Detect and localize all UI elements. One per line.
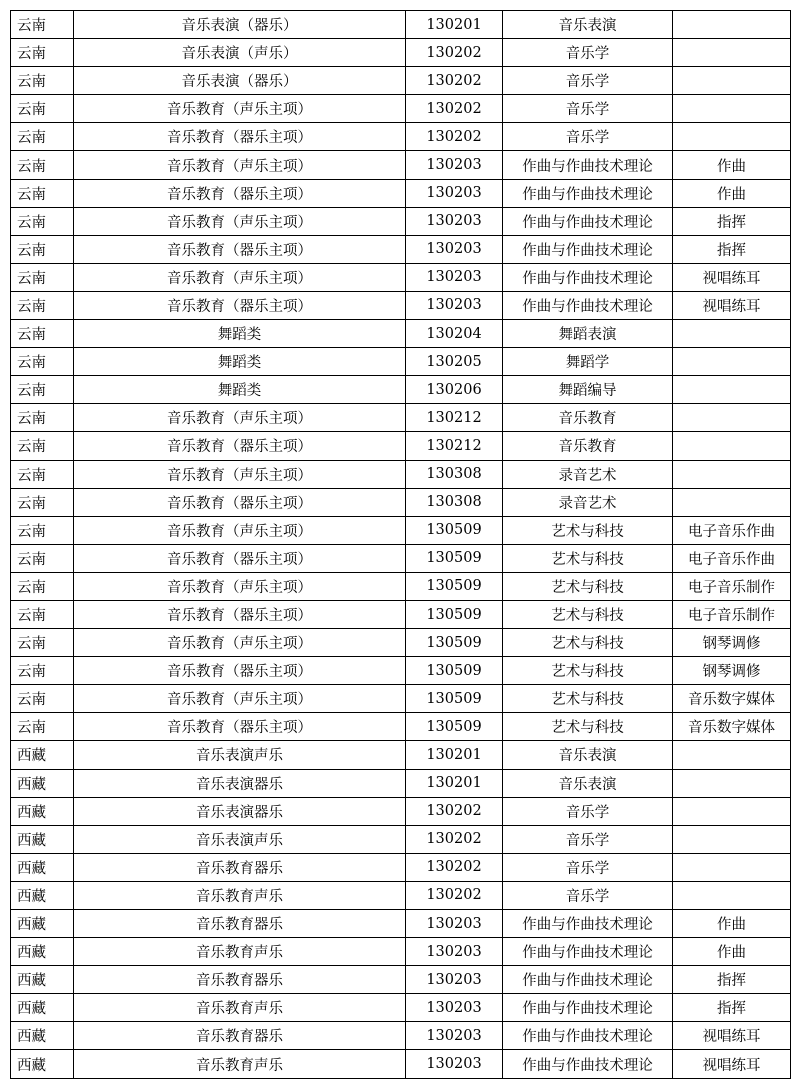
table-row <box>11 123 791 151</box>
province-cell: 云南 <box>11 432 74 460</box>
major-code-cell: 130204 <box>406 320 503 348</box>
exam-category-cell: 音乐教育声乐 <box>74 994 406 1022</box>
major-name-cell: 作曲与作曲技术理论 <box>503 291 673 319</box>
province-cell: 西藏 <box>11 1022 74 1050</box>
major-code-cell: 130201 <box>406 11 503 39</box>
exam-category-cell: 音乐教育（器乐主项） <box>74 713 406 741</box>
province-cell: 云南 <box>11 488 74 516</box>
major-code-cell: 130509 <box>406 629 503 657</box>
province-cell: 西藏 <box>11 938 74 966</box>
direction-cell: 作曲 <box>673 179 791 207</box>
direction-cell <box>673 488 791 516</box>
province-cell: 西藏 <box>11 910 74 938</box>
direction-cell <box>673 320 791 348</box>
major-code-cell: 130202 <box>406 95 503 123</box>
table-row <box>11 348 791 376</box>
exam-category-cell: 音乐教育器乐 <box>74 853 406 881</box>
exam-category-cell: 音乐教育器乐 <box>74 1022 406 1050</box>
major-name-cell: 音乐学 <box>503 95 673 123</box>
major-name-cell: 作曲与作曲技术理论 <box>503 910 673 938</box>
major-name-cell: 音乐学 <box>503 797 673 825</box>
major-code-cell: 130509 <box>406 516 503 544</box>
direction-cell <box>673 39 791 67</box>
exam-category-cell: 音乐教育器乐 <box>74 966 406 994</box>
direction-cell <box>673 11 791 39</box>
table-row <box>11 713 791 741</box>
major-name-cell: 舞蹈表演 <box>503 320 673 348</box>
exam-category-cell: 音乐教育声乐 <box>74 938 406 966</box>
exam-category-cell: 音乐教育（声乐主项） <box>74 151 406 179</box>
major-code-cell: 130202 <box>406 67 503 95</box>
major-code-cell: 130509 <box>406 544 503 572</box>
direction-cell <box>673 825 791 853</box>
exam-category-cell: 音乐教育（声乐主项） <box>74 629 406 657</box>
major-name-cell: 录音艺术 <box>503 460 673 488</box>
major-name-cell: 音乐学 <box>503 39 673 67</box>
major-code-cell: 130509 <box>406 657 503 685</box>
major-name-cell: 艺术与科技 <box>503 600 673 628</box>
major-name-cell: 录音艺术 <box>503 488 673 516</box>
direction-cell: 电子音乐制作 <box>673 600 791 628</box>
major-name-cell: 艺术与科技 <box>503 657 673 685</box>
major-name-cell: 音乐学 <box>503 881 673 909</box>
direction-cell: 电子音乐作曲 <box>673 544 791 572</box>
major-code-cell: 130509 <box>406 600 503 628</box>
exam-category-cell: 舞蹈类 <box>74 376 406 404</box>
province-cell: 云南 <box>11 348 74 376</box>
major-name-cell: 音乐学 <box>503 123 673 151</box>
direction-cell <box>673 741 791 769</box>
major-name-cell: 作曲与作曲技术理论 <box>503 966 673 994</box>
major-code-cell: 130202 <box>406 39 503 67</box>
table-row <box>11 881 791 909</box>
major-name-cell: 作曲与作曲技术理论 <box>503 235 673 263</box>
exam-category-cell: 音乐教育（器乐主项） <box>74 544 406 572</box>
major-code-cell: 130202 <box>406 825 503 853</box>
province-cell: 云南 <box>11 179 74 207</box>
exam-category-cell: 音乐教育（声乐主项） <box>74 95 406 123</box>
direction-cell: 视唱练耳 <box>673 1050 791 1078</box>
direction-cell <box>673 348 791 376</box>
major-name-cell: 作曲与作曲技术理论 <box>503 938 673 966</box>
province-cell: 云南 <box>11 151 74 179</box>
major-code-cell: 130203 <box>406 994 503 1022</box>
table-row <box>11 291 791 319</box>
major-code-cell: 130203 <box>406 966 503 994</box>
direction-cell: 指挥 <box>673 994 791 1022</box>
table-row <box>11 432 791 460</box>
exam-category-cell: 音乐教育（器乐主项） <box>74 123 406 151</box>
major-name-cell: 艺术与科技 <box>503 572 673 600</box>
province-cell: 西藏 <box>11 825 74 853</box>
exam-category-cell: 音乐教育器乐 <box>74 910 406 938</box>
table-row <box>11 1050 791 1078</box>
major-name-cell: 艺术与科技 <box>503 544 673 572</box>
direction-cell: 指挥 <box>673 207 791 235</box>
direction-cell: 作曲 <box>673 938 791 966</box>
exam-category-cell: 舞蹈类 <box>74 348 406 376</box>
table-row <box>11 994 791 1022</box>
province-cell: 西藏 <box>11 853 74 881</box>
major-code-cell: 130212 <box>406 432 503 460</box>
exam-category-cell: 音乐教育（声乐主项） <box>74 460 406 488</box>
major-code-cell: 130202 <box>406 797 503 825</box>
exam-category-cell: 音乐教育（声乐主项） <box>74 404 406 432</box>
major-code-cell: 130203 <box>406 151 503 179</box>
province-cell: 云南 <box>11 376 74 404</box>
direction-cell <box>673 376 791 404</box>
exam-category-cell: 音乐教育声乐 <box>74 881 406 909</box>
major-name-cell: 音乐表演 <box>503 741 673 769</box>
major-code-cell: 130203 <box>406 291 503 319</box>
table-row <box>11 516 791 544</box>
province-cell: 云南 <box>11 544 74 572</box>
direction-cell <box>673 881 791 909</box>
major-code-cell: 130201 <box>406 769 503 797</box>
major-code-cell: 130509 <box>406 713 503 741</box>
table-row <box>11 685 791 713</box>
exam-category-cell: 音乐表演（器乐） <box>74 67 406 95</box>
province-cell: 云南 <box>11 207 74 235</box>
table-row <box>11 629 791 657</box>
table-row <box>11 488 791 516</box>
major-name-cell: 舞蹈编导 <box>503 376 673 404</box>
province-cell: 云南 <box>11 263 74 291</box>
province-cell: 云南 <box>11 572 74 600</box>
table-row <box>11 179 791 207</box>
province-cell: 云南 <box>11 516 74 544</box>
table-row <box>11 600 791 628</box>
major-name-cell: 作曲与作曲技术理论 <box>503 263 673 291</box>
major-name-cell: 作曲与作曲技术理论 <box>503 1022 673 1050</box>
major-code-cell: 130509 <box>406 685 503 713</box>
direction-cell <box>673 853 791 881</box>
province-cell: 云南 <box>11 600 74 628</box>
major-code-cell: 130202 <box>406 853 503 881</box>
major-name-cell: 作曲与作曲技术理论 <box>503 151 673 179</box>
table-row <box>11 797 791 825</box>
major-code-cell: 130203 <box>406 1022 503 1050</box>
table-row <box>11 966 791 994</box>
exam-category-cell: 舞蹈类 <box>74 320 406 348</box>
direction-cell: 作曲 <box>673 910 791 938</box>
table-row <box>11 910 791 938</box>
table-row <box>11 207 791 235</box>
major-name-cell: 艺术与科技 <box>503 713 673 741</box>
major-name-cell: 音乐学 <box>503 825 673 853</box>
admission-table <box>10 10 791 1079</box>
exam-category-cell: 音乐表演器乐 <box>74 797 406 825</box>
direction-cell <box>673 769 791 797</box>
table-row <box>11 825 791 853</box>
table-row <box>11 657 791 685</box>
direction-cell: 指挥 <box>673 235 791 263</box>
major-name-cell: 舞蹈学 <box>503 348 673 376</box>
table-row <box>11 404 791 432</box>
exam-category-cell: 音乐表演（器乐） <box>74 11 406 39</box>
province-cell: 西藏 <box>11 741 74 769</box>
province-cell: 西藏 <box>11 797 74 825</box>
direction-cell <box>673 404 791 432</box>
major-code-cell: 130205 <box>406 348 503 376</box>
direction-cell <box>673 460 791 488</box>
exam-category-cell: 音乐教育（器乐主项） <box>74 600 406 628</box>
major-code-cell: 130203 <box>406 263 503 291</box>
province-cell: 云南 <box>11 11 74 39</box>
major-name-cell: 艺术与科技 <box>503 516 673 544</box>
table-row <box>11 39 791 67</box>
major-name-cell: 艺术与科技 <box>503 629 673 657</box>
province-cell: 云南 <box>11 235 74 263</box>
direction-cell <box>673 123 791 151</box>
table-row <box>11 1022 791 1050</box>
table-row <box>11 938 791 966</box>
exam-category-cell: 音乐教育（声乐主项） <box>74 263 406 291</box>
major-name-cell: 音乐表演 <box>503 769 673 797</box>
major-name-cell: 音乐表演 <box>503 11 673 39</box>
major-code-cell: 130509 <box>406 572 503 600</box>
table-row <box>11 235 791 263</box>
direction-cell <box>673 432 791 460</box>
major-code-cell: 130206 <box>406 376 503 404</box>
table-row <box>11 263 791 291</box>
province-cell: 云南 <box>11 657 74 685</box>
province-cell: 云南 <box>11 685 74 713</box>
major-code-cell: 130203 <box>406 179 503 207</box>
table-row <box>11 376 791 404</box>
exam-category-cell: 音乐教育（器乐主项） <box>74 291 406 319</box>
table-row <box>11 320 791 348</box>
province-cell: 云南 <box>11 95 74 123</box>
table-row <box>11 572 791 600</box>
exam-category-cell: 音乐表演声乐 <box>74 741 406 769</box>
direction-cell: 音乐数字媒体 <box>673 713 791 741</box>
exam-category-cell: 音乐教育（器乐主项） <box>74 488 406 516</box>
exam-category-cell: 音乐教育声乐 <box>74 1050 406 1078</box>
major-name-cell: 作曲与作曲技术理论 <box>503 994 673 1022</box>
direction-cell: 作曲 <box>673 151 791 179</box>
exam-category-cell: 音乐教育（声乐主项） <box>74 207 406 235</box>
direction-cell: 电子音乐制作 <box>673 572 791 600</box>
direction-cell <box>673 67 791 95</box>
table-row <box>11 741 791 769</box>
direction-cell: 指挥 <box>673 966 791 994</box>
major-code-cell: 130203 <box>406 910 503 938</box>
table-row <box>11 11 791 39</box>
province-cell: 云南 <box>11 291 74 319</box>
direction-cell: 视唱练耳 <box>673 1022 791 1050</box>
direction-cell: 钢琴调修 <box>673 629 791 657</box>
major-code-cell: 130203 <box>406 1050 503 1078</box>
province-cell: 西藏 <box>11 994 74 1022</box>
direction-cell: 钢琴调修 <box>673 657 791 685</box>
direction-cell <box>673 95 791 123</box>
table-row <box>11 151 791 179</box>
direction-cell: 电子音乐作曲 <box>673 516 791 544</box>
major-name-cell: 音乐学 <box>503 67 673 95</box>
direction-cell <box>673 797 791 825</box>
major-name-cell: 音乐教育 <box>503 432 673 460</box>
direction-cell: 视唱练耳 <box>673 291 791 319</box>
exam-category-cell: 音乐教育（器乐主项） <box>74 179 406 207</box>
exam-category-cell: 音乐教育（器乐主项） <box>74 657 406 685</box>
major-code-cell: 130202 <box>406 123 503 151</box>
major-code-cell: 130308 <box>406 460 503 488</box>
province-cell: 云南 <box>11 460 74 488</box>
table-row <box>11 769 791 797</box>
table-row <box>11 460 791 488</box>
major-code-cell: 130201 <box>406 741 503 769</box>
province-cell: 西藏 <box>11 769 74 797</box>
major-code-cell: 130203 <box>406 938 503 966</box>
province-cell: 云南 <box>11 39 74 67</box>
province-cell: 云南 <box>11 123 74 151</box>
table-row <box>11 853 791 881</box>
province-cell: 云南 <box>11 404 74 432</box>
major-code-cell: 130212 <box>406 404 503 432</box>
province-cell: 云南 <box>11 713 74 741</box>
table-row <box>11 67 791 95</box>
exam-category-cell: 音乐表演器乐 <box>74 769 406 797</box>
exam-category-cell: 音乐教育（器乐主项） <box>74 432 406 460</box>
province-cell: 西藏 <box>11 1050 74 1078</box>
table-row <box>11 544 791 572</box>
major-name-cell: 作曲与作曲技术理论 <box>503 207 673 235</box>
province-cell: 云南 <box>11 629 74 657</box>
table-body <box>11 11 791 1079</box>
major-name-cell: 音乐学 <box>503 853 673 881</box>
major-code-cell: 130202 <box>406 881 503 909</box>
major-code-cell: 130308 <box>406 488 503 516</box>
major-name-cell: 作曲与作曲技术理论 <box>503 179 673 207</box>
exam-category-cell: 音乐表演（声乐） <box>74 39 406 67</box>
direction-cell: 视唱练耳 <box>673 263 791 291</box>
major-code-cell: 130203 <box>406 235 503 263</box>
exam-category-cell: 音乐教育（器乐主项） <box>74 235 406 263</box>
major-name-cell: 艺术与科技 <box>503 685 673 713</box>
exam-category-cell: 音乐表演声乐 <box>74 825 406 853</box>
province-cell: 西藏 <box>11 966 74 994</box>
direction-cell: 音乐数字媒体 <box>673 685 791 713</box>
exam-category-cell: 音乐教育（声乐主项） <box>74 516 406 544</box>
exam-category-cell: 音乐教育（声乐主项） <box>74 572 406 600</box>
major-name-cell: 音乐教育 <box>503 404 673 432</box>
table-row <box>11 95 791 123</box>
province-cell: 西藏 <box>11 881 74 909</box>
major-code-cell: 130203 <box>406 207 503 235</box>
province-cell: 云南 <box>11 320 74 348</box>
major-name-cell: 作曲与作曲技术理论 <box>503 1050 673 1078</box>
exam-category-cell: 音乐教育（声乐主项） <box>74 685 406 713</box>
province-cell: 云南 <box>11 67 74 95</box>
